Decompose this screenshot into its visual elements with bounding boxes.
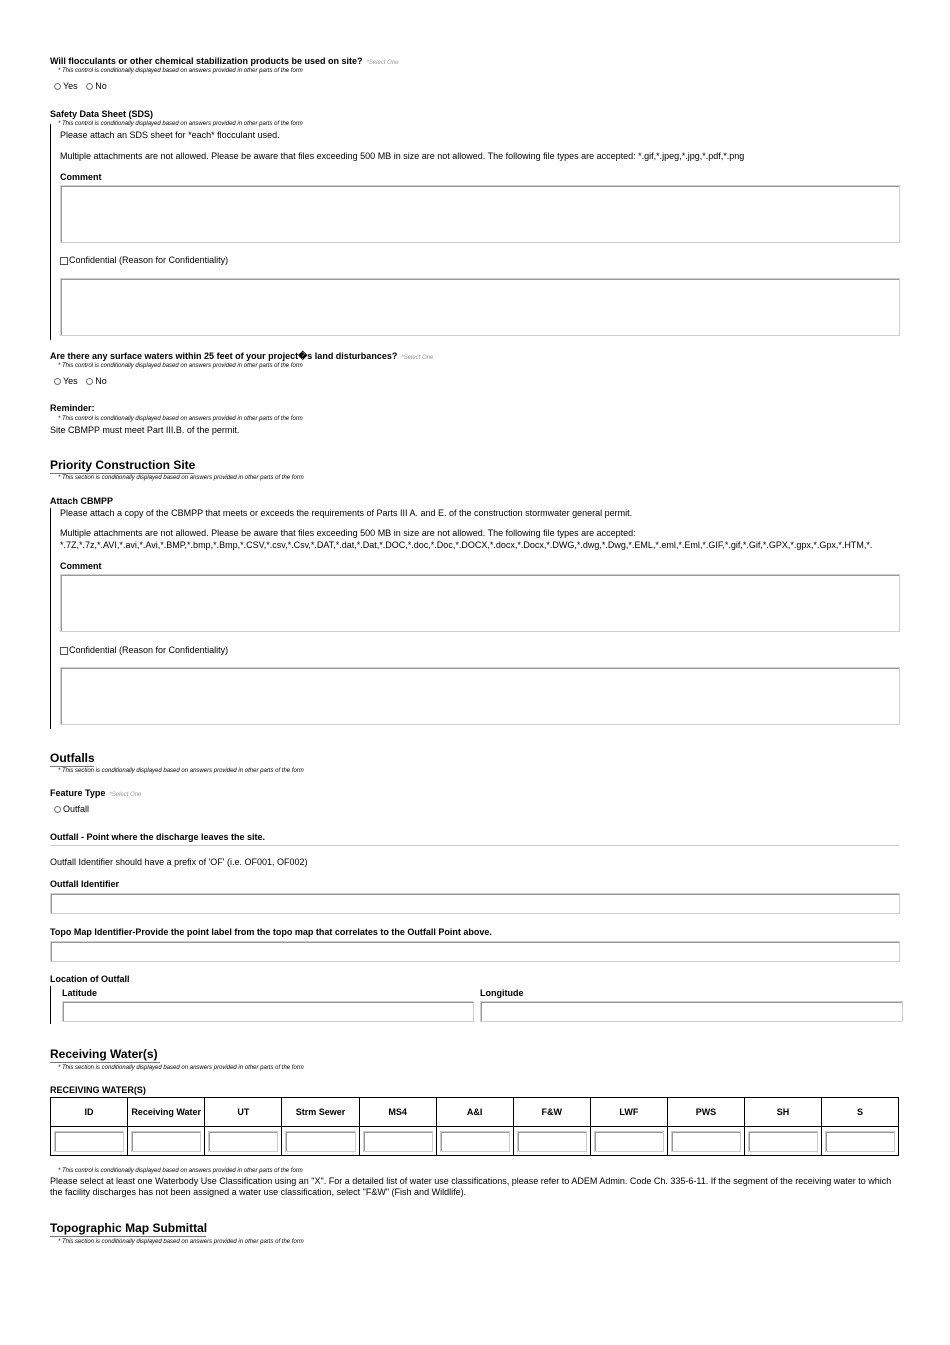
sds-title: Safety Data Sheet (SDS) xyxy=(50,109,154,119)
table-row xyxy=(51,1127,899,1156)
outfall-identifier-input[interactable] xyxy=(50,893,900,914)
table-cell xyxy=(127,1127,204,1156)
checkbox-icon xyxy=(60,257,68,265)
location-of-outfall-label: Location of Outfall xyxy=(50,974,130,984)
conditional-note: * This control is conditionally displayed based on answers provided in other parts of the form xyxy=(58,68,303,74)
f-and-w-input[interactable] xyxy=(517,1131,587,1152)
topo-identifier-label: Topo Map Identifier-Provide the point label from the topo map that correlates to the Outfall Point above. xyxy=(50,927,492,937)
sds-comment-textarea[interactable] xyxy=(60,185,900,243)
section-conditional-note: * This section is conditionally displayed based on answers provided in other parts of the form xyxy=(58,768,304,774)
conditional-note: * This control is conditionally displayed based on answers provided in other parts of the form xyxy=(58,363,303,369)
section-conditional-note: * This section is conditionally displayed based on answers provided in other parts of the form xyxy=(58,475,304,481)
conditional-note: * This control is conditionally displayed based on answers provided in other parts of the form xyxy=(58,121,303,127)
cbmpp-instruction: Please attach a copy of the CBMPP that meets or exceeds the requirements of Parts III A. and E. of the construction stormwater general permit. xyxy=(60,508,633,518)
topo-identifier-input[interactable] xyxy=(50,941,900,962)
reminder-text: Site CBMPP must meet Part III.B. of the permit. xyxy=(50,425,240,435)
feature-type-label: Feature Type *Select One xyxy=(50,788,142,798)
lwf-input[interactable] xyxy=(594,1131,664,1152)
table-header-row xyxy=(51,1098,899,1127)
outfalls-section-title: Outfalls xyxy=(50,751,95,765)
col-header-ut: UT xyxy=(205,1098,282,1127)
col-header-f-and-w: F&W xyxy=(513,1098,590,1127)
table-cell xyxy=(667,1127,744,1156)
flocculants-no-radio[interactable]: No xyxy=(86,81,107,91)
feature-type-outfall-radio[interactable]: Outfall xyxy=(54,804,89,814)
id-input[interactable] xyxy=(54,1131,124,1152)
ut-input[interactable] xyxy=(208,1131,278,1152)
table-cell xyxy=(745,1127,822,1156)
cbmpp-confidential-checkbox[interactable]: Confidential (Reason for Confidentiality) xyxy=(60,645,228,655)
col-header-pws: PWS xyxy=(667,1098,744,1127)
ms4-input[interactable] xyxy=(363,1131,433,1152)
col-header-id: ID xyxy=(51,1098,128,1127)
surface-waters-yes-radio[interactable]: Yes xyxy=(54,376,78,386)
section-conditional-note: * This section is conditionally displayed based on answers provided in other parts of the form xyxy=(58,1065,304,1071)
surface-waters-no-radio[interactable]: No xyxy=(86,376,107,386)
table-cell xyxy=(513,1127,590,1156)
cbmpp-comment-label: Comment xyxy=(60,561,102,571)
table-cell xyxy=(359,1127,436,1156)
receiving-table-title: RECEIVING WATER(S) xyxy=(50,1085,146,1095)
strm-sewer-input[interactable] xyxy=(285,1131,355,1152)
cbmpp-group-border xyxy=(50,508,51,729)
latitude-input[interactable] xyxy=(62,1001,474,1022)
receiving-water-table xyxy=(50,1097,899,1156)
checkbox-icon xyxy=(60,647,68,655)
sds-comment-label: Comment xyxy=(60,172,102,182)
location-group-border xyxy=(50,986,51,1024)
col-header-lwf: LWF xyxy=(590,1098,667,1127)
flocculants-question: Will flocculants or other chemical stabilization products be used on site? *Select One xyxy=(50,56,399,66)
flocculants-radio-group xyxy=(54,81,107,91)
priority-section-title: Priority Construction Site xyxy=(50,458,196,472)
select-one-hint: *Select One xyxy=(366,60,399,66)
conditional-note: * This control is conditionally displayed based on answers provided in other parts of the form xyxy=(58,1168,303,1174)
section-underline xyxy=(50,1062,160,1063)
select-one-hint: *Select One xyxy=(401,355,434,361)
table-cell xyxy=(282,1127,359,1156)
topo-section-title: Topographic Map Submittal xyxy=(50,1221,208,1235)
table-cell xyxy=(205,1127,282,1156)
outfall-identifier-label: Outfall Identifier xyxy=(50,879,120,889)
receiving-section-title: Receiving Water(s) xyxy=(50,1047,158,1061)
section-conditional-note: * This section is conditionally displayed based on answers provided in other parts of the form xyxy=(58,1239,304,1245)
radio-icon xyxy=(86,83,93,90)
col-header-s: S xyxy=(821,1098,898,1127)
cbmpp-comment-textarea[interactable] xyxy=(60,574,900,632)
divider xyxy=(50,845,899,846)
radio-icon xyxy=(86,378,93,385)
sds-attach-rules: Multiple attachments are not allowed. Please be aware that files exceeding 500 MB in size are not allowed. The following file types are accepted: *.gif,*.jpeg,*.jpg,*.pdf,*.png xyxy=(60,151,745,161)
receiving-water-input[interactable] xyxy=(131,1131,201,1152)
cbmpp-file-types: *.7Z,*.7z,*.AVI,*.avi,*.Avi,*.BMP,*.bmp,*.Bmp,*.CSV,*.csv,*.Csv,*.DAT,*.dat,*.Dat,*.DOC,*.doc,*.Doc,*.DOCX,*.docx,*.Docx,*.DWG,*.dwg,*.Dwg,*.EML,*.eml,*.Eml,*.GIF,*.gif,*.Gif,*.GPX,*.gpx,*.Gpx,*.HTM,*. xyxy=(60,540,873,550)
sds-confidential-textarea[interactable] xyxy=(60,278,900,336)
radio-icon xyxy=(54,83,61,90)
col-header-sh: SH xyxy=(745,1098,822,1127)
cbmpp-confidential-textarea[interactable] xyxy=(60,667,900,725)
outfall-point-heading: Outfall - Point where the discharge leaves the site. xyxy=(50,832,266,842)
section-underline xyxy=(50,766,94,767)
radio-icon xyxy=(54,806,61,813)
longitude-label: Longitude xyxy=(480,988,524,998)
latitude-label: Latitude xyxy=(62,988,97,998)
a-and-i-input[interactable] xyxy=(440,1131,510,1152)
col-header-ms4: MS4 xyxy=(359,1098,436,1127)
table-cell xyxy=(436,1127,513,1156)
pws-input[interactable] xyxy=(671,1131,741,1152)
attach-cbmpp-title: Attach CBMPP xyxy=(50,496,114,506)
table-cell xyxy=(51,1127,128,1156)
sds-group-border xyxy=(50,124,51,340)
s-input[interactable] xyxy=(825,1131,895,1152)
sds-instruction: Please attach an SDS sheet for *each* flocculant used. xyxy=(60,130,280,140)
conditional-note: * This control is conditionally displayed based on answers provided in other parts of the form xyxy=(58,416,303,422)
select-one-hint: *Select One xyxy=(109,792,142,798)
col-header-a-and-i: A&I xyxy=(436,1098,513,1127)
col-header-receiving-water: Receiving Water xyxy=(127,1098,204,1127)
radio-icon xyxy=(54,378,61,385)
table-cell xyxy=(821,1127,898,1156)
surface-waters-radio-group xyxy=(54,376,107,386)
section-underline xyxy=(50,473,194,474)
col-header-strm-sewer: Strm Sewer xyxy=(282,1098,359,1127)
cbmpp-attach-rules: Multiple attachments are not allowed. Please be aware that files exceeding 500 MB in size are not allowed. The following file types are accepted: xyxy=(60,528,636,538)
longitude-input[interactable] xyxy=(480,1001,903,1022)
section-underline xyxy=(50,1236,206,1237)
outfall-prefix-note: Outfall Identifier should have a prefix of 'OF' (i.e. OF001, OF002) xyxy=(50,857,308,867)
reminder-title: Reminder: xyxy=(50,403,95,413)
receiving-instruction: Please select at least one Waterbody Use Classification using an "X". For a detailed list of water use classifications, please refer to ADEM Admin. Code Ch. 335-6-11. If the segment of the receiving water to which the facility discharges has not been assigned a water use classification, select "F&W" (Fish and Wildlife). xyxy=(50,1176,892,1197)
sds-confidential-checkbox[interactable]: Confidential (Reason for Confidentiality) xyxy=(60,255,228,265)
flocculants-yes-radio[interactable]: Yes xyxy=(54,81,78,91)
table-cell xyxy=(590,1127,667,1156)
surface-waters-question: Are there any surface waters within 25 feet of your project�s land disturbances? *Select One xyxy=(50,351,434,361)
sh-input[interactable] xyxy=(748,1131,818,1152)
